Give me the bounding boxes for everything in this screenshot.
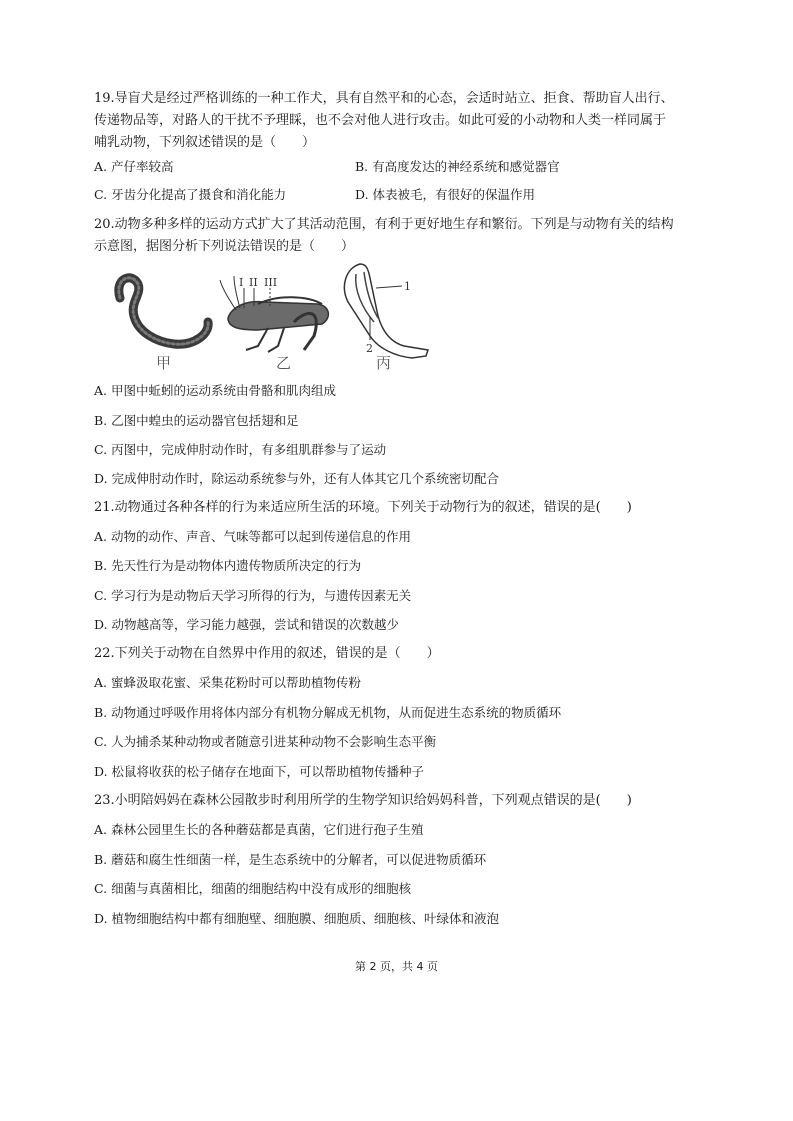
q19-option-c: C. 牙齿分化提高了摄食和消化能力 [94, 187, 287, 202]
label-mark-2: 2 [366, 342, 373, 355]
label-jia: 甲 [156, 354, 172, 372]
q23-option-b: B. 蘑菇和腐生性细菌一样，是生态系统中的分解者，可以促进物质循环 [94, 852, 487, 867]
q22-stem: 22.下列关于动物在自然界中作用的叙述，错误的是（ ） [94, 646, 440, 661]
arm-muscle-drawing [344, 264, 428, 358]
q20-option-c: C. 丙图中，完成伸肘动作时，有多组肌群参与了运动 [94, 442, 387, 457]
animal-structure-figure [108, 258, 448, 378]
q21-option-b: B. 先天性行为是动物体内遗传物质所决定的行为 [94, 558, 362, 573]
q21-option-d: D. 动物越高等，学习能力越强，尝试和错误的次数越少 [94, 617, 400, 632]
q19-option-a: A. 产仔率较高 [94, 159, 174, 174]
q20-option-b: B. 乙图中蝗虫的运动器官包括翅和足 [94, 413, 299, 428]
q20-option-a: A. 甲图中蚯蚓的运动系统由骨骼和肌肉组成 [94, 383, 336, 398]
q21-option-a: A. 动物的动作、声音、气味等都可以起到传递信息的作用 [94, 529, 411, 544]
q23-option-d: D. 植物细胞结构中都有细胞壁、细胞膜、细胞质、细胞核、叶绿体和液泡 [94, 911, 500, 926]
q19-stem-line3: 哺乳动物，下列叙述错误的是（ ） [94, 135, 316, 150]
q22-option-c: C. 人为捕杀某种动物或者随意引进某种动物不会影响生态平衡 [94, 734, 437, 749]
label-segment-III: III [264, 276, 278, 289]
q20-stem-line1: 20.动物多种多样的运动方式扩大了其活动范围，有利于更好地生存和繁衍。下列是与动物有关的结构 [94, 217, 674, 232]
q19-stem-line1: 19.导盲犬是经过严格训练的一种工作犬，具有自然平和的心态，会适时站立、拒食、帮助盲人出行、 [94, 91, 674, 106]
q21-option-c: C. 学习行为是动物后天学习所得的行为，与遗传因素无关 [94, 588, 412, 603]
label-yi: 乙 [276, 354, 292, 372]
q20-option-d: D. 完成伸肘动作时，除运动系统参与外，还有人体其它几个系统密切配合 [94, 471, 500, 486]
q22-option-a: A. 蜜蜂汲取花蜜、采集花粉时可以帮助植物传粉 [94, 675, 361, 690]
q23-option-a: A. 森林公园里生长的各种蘑菇都是真菌，它们进行孢子生殖 [94, 822, 424, 837]
q23-option-c: C. 细菌与真菌相比，细菌的细胞结构中没有成形的细胞核 [94, 881, 412, 896]
page-footer: 第 2 页，共 4 页 [355, 960, 438, 973]
label-segment-II: II [249, 276, 258, 289]
label-segment-I: I [239, 276, 244, 289]
q19-option-b: B. 有高度发达的神经系统和感觉器官 [355, 159, 560, 174]
label-mark-1: 1 [404, 280, 411, 293]
q19-stem-line2: 传递物品等，对路人的干扰不予理睬，也不会对他人进行攻击。如此可爱的小动物和人类一样同属于 [94, 113, 667, 128]
q20-stem-line2: 示意图，据图分析下列说法错误的是（ ） [94, 239, 355, 254]
q19-option-d: D. 体表被毛，有很好的保温作用 [355, 187, 536, 202]
label-bing: 丙 [376, 354, 392, 372]
q22-option-b: B. 动物通过呼吸作用将体内部分有机物分解成无机物，从而促进生态系统的物质循环 [94, 705, 562, 720]
q21-stem: 21.动物通过各种各样的行为来适应所生活的环境。下列关于动物行为的叙述，错误的是( ) [94, 500, 632, 515]
earthworm-drawing [119, 278, 208, 344]
q22-option-d: D. 松鼠将收获的松子储存在地面下，可以帮助植物传播种子 [94, 764, 425, 779]
q23-stem: 23.小明陪妈妈在森林公园散步时利用所学的生物学知识给妈妈科普，下列观点错误的是( ) [94, 793, 632, 808]
